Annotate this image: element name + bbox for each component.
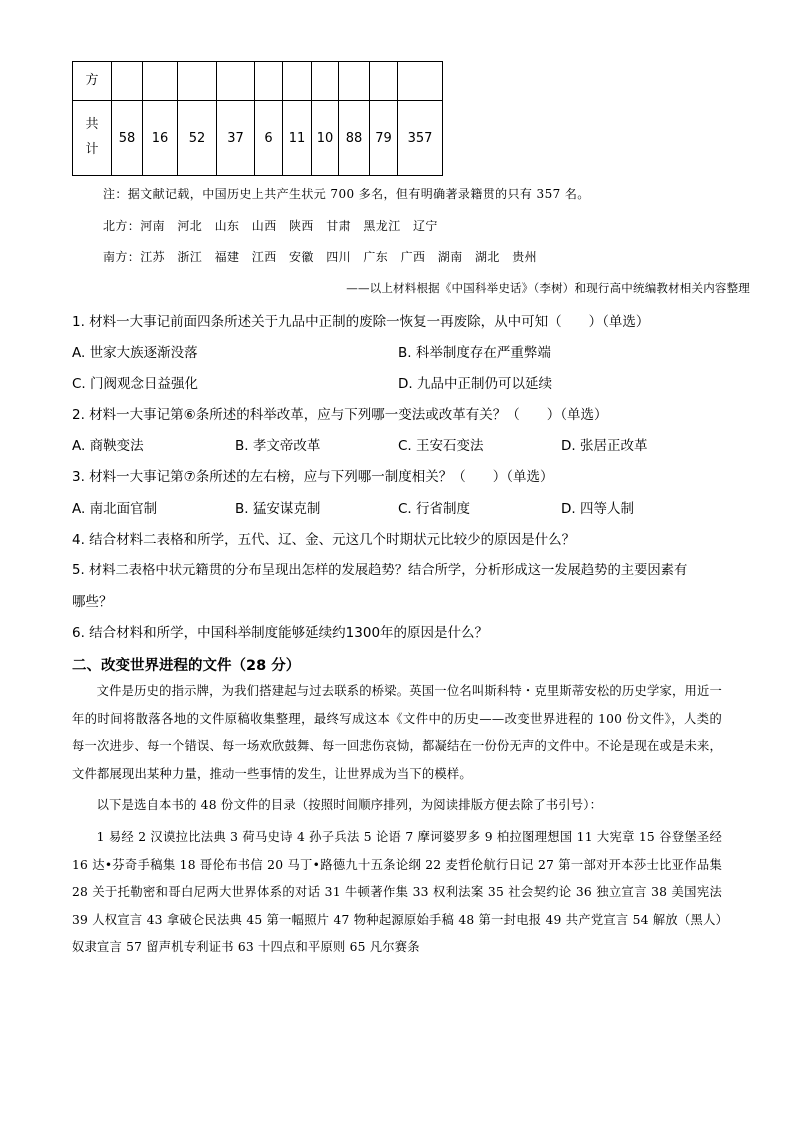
row-label-text: 共计	[85, 117, 99, 157]
row-label	[73, 101, 112, 176]
table-cell: 79	[370, 101, 398, 176]
question-2: 2. 材料一大事记第⑥条所述的科举改革，应与下列哪一变法或改革有关？（ ）（单选）	[72, 407, 608, 423]
section-2-body	[72, 678, 722, 962]
q3-option-d: D. 四等人制	[561, 501, 634, 517]
zhuangyuan-table	[72, 61, 443, 176]
table-cell: 6	[255, 101, 283, 176]
q2-option-b: B. 孝文帝改革	[235, 438, 321, 454]
table-cell	[398, 62, 443, 101]
table-cell: 52	[178, 101, 217, 176]
source-citation: ——以上材料根据《中国科举史话》（李树）和现行高中统编教材相关内容整理	[346, 281, 750, 295]
q1-option-d: D. 九品中正制仍可以延续	[398, 376, 552, 392]
q1-option-c: C. 门阀观念日益强化	[72, 376, 199, 392]
table-note: 注：据文献记载，中国历史上共产生状元 700 多名，但有明确著录籍贯的只有 357 名。	[103, 187, 590, 201]
q3-option-a: A. 南北面官制	[72, 501, 158, 517]
table-cell	[283, 62, 312, 101]
table-cell: 88	[339, 101, 370, 176]
question-1: 1. 材料一大事记前面四条所述关于九品中正制的废除一恢复一再废除，从中可知（ ）（单选）	[72, 314, 650, 330]
q1-option-a: A. 世家大族逐渐没落	[72, 345, 198, 361]
q2-option-d: D. 张居正改革	[561, 438, 648, 454]
q3-option-c: C. 行省制度	[398, 501, 471, 517]
q2-option-a: A. 商鞅变法	[72, 438, 144, 454]
document-list-paragraph: 1 易经 2 汉谟拉比法典 3 荷马史诗 4 孙子兵法 5 论语 7 摩诃婆罗多 9 柏拉图理想国 11 大宪章 15 谷登堡圣经 16 达•芬奇手稿集 18 哥伦布书信 20 马丁•路德九十五条论纲 22 麦哲伦航行日记 27 第一部对开本莎士比亚作品集 28 关于托勒密和哥白尼两大世界体系的对话 31 牛顿著作集 33 权利法案 35 社会契约论 36 独立宣言 38 美国宪法 39 人权宣言 43 拿破仑民法典 45 第一幅照片 47 物种起源原始手稿 48 第一封电报 49 共产党宣言 54 解放（黑人）奴隶宣言 57 留声机专利证书 63 十四点和平原则 65 凡尔赛条	[72, 829, 722, 955]
table-cell	[217, 62, 255, 101]
q2-option-c: C. 王安石变法	[398, 438, 484, 454]
table-cell	[143, 62, 178, 101]
question-4: 4. 结合材料二表格和所学，五代、辽、金、元这几个时期状元比较少的原因是什么？	[72, 532, 576, 548]
table-cell: 37	[217, 101, 255, 176]
table-cell	[339, 62, 370, 101]
table-cell: 11	[283, 101, 312, 176]
table-cell	[178, 62, 217, 101]
q1-option-b: B. 科举制度存在严重弊端	[398, 345, 551, 361]
intro-paragraph: 文件是历史的指示牌，为我们搭建起与过去联系的桥梁。英国一位名叫斯科特・克里斯蒂安松的历史学家，用近一年的时间将散落各地的文件原稿收集整理，最终写成这本《文件中的历史——改变世界进程的 100 份文件》，人类的每一次进步、每一个错误、每一场欢欣鼓舞、每一回悲伤哀恸，都凝结在一份份无声的文件中。不论是现在或是未来，文件都展现出某种力量，推动一些事情的发生，让世界成为当下的模样。	[72, 684, 722, 781]
table-cell: 357	[398, 101, 443, 176]
question-5-cont: 哪些？	[72, 594, 113, 610]
section-2-heading: 二、改变世界进程的文件（28 分）	[72, 658, 301, 674]
table-cell: 10	[312, 101, 339, 176]
table-cell: 16	[143, 101, 178, 176]
table-cell	[255, 62, 283, 101]
q3-option-b: B. 猛安谋克制	[235, 501, 321, 517]
row-label: 方	[73, 62, 112, 101]
list-intro-paragraph: 以下是选自本书的 48 份文件的目录（按照时间顺序排列，为阅读排版方便去除了书引号）：	[96, 798, 603, 813]
table-cell	[370, 62, 398, 101]
question-3: 3. 材料一大事记第⑦条所述的左右榜，应与下列哪一制度相关？（ ）（单选）	[72, 469, 554, 485]
table-cell: 58	[112, 101, 143, 176]
question-5: 5. 材料二表格中状元籍贯的分布呈现出怎样的发展趋势？结合所学，分析形成这一发展趋势的主要因素有	[72, 563, 688, 578]
south-list: 南方：江苏 浙江 福建 江西 安徽 四川 广东 广西 湖南 湖北 贵州	[103, 250, 538, 264]
table-row	[73, 62, 443, 101]
question-6: 6. 结合材料和所学，中国科举制度能够延续约1300年的原因是什么？	[72, 625, 489, 641]
table-cell	[112, 62, 143, 101]
north-list: 北方：河南 河北 山东 山西 陕西 甘肃 黑龙江 辽宁	[103, 219, 438, 233]
table-row	[73, 101, 443, 176]
table-cell	[312, 62, 339, 101]
